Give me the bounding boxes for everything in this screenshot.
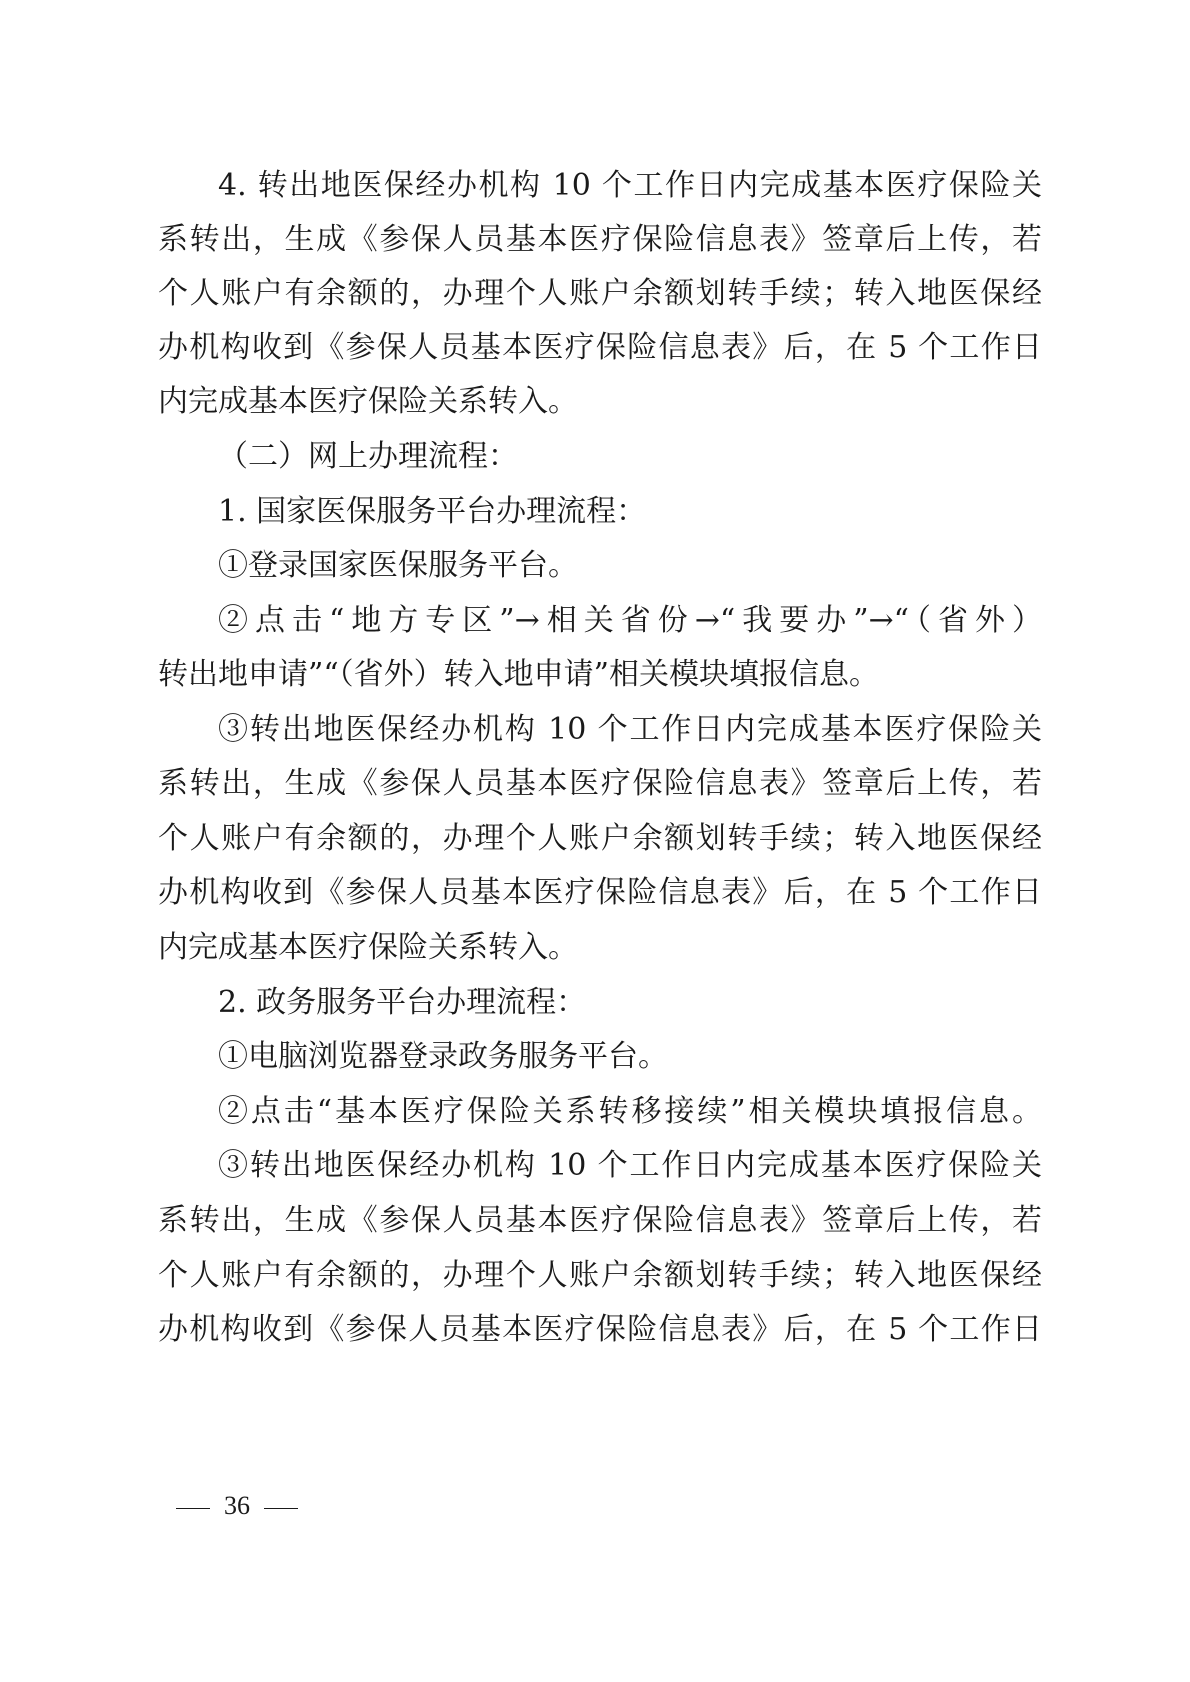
paragraph-line: 系转出，生成《参保人员基本医疗保险信息表》签章后上传，若 <box>158 222 1042 257</box>
paragraph-line: 4. 转出地医保经办机构 10 个工作日内完成基本医疗保险关 <box>218 168 1042 203</box>
paragraph-line: 内完成基本医疗保险关系转入。 <box>158 930 578 965</box>
paragraph-line: 个人账户有余额的，办理个人账户余额划转手续；转入地医保经 <box>158 1258 1042 1293</box>
subsection-heading: 2. 政务服务平台办理流程： <box>218 985 587 1020</box>
subsection-heading: 1. 国家医保服务平台办理流程： <box>218 494 647 529</box>
step-item: ①电脑浏览器登录政务服务平台。 <box>218 1039 668 1074</box>
section-heading: （二）网上办理流程： <box>218 439 518 474</box>
dash-left <box>176 1508 210 1509</box>
paragraph-line: 个人账户有余额的，办理个人账户余额划转手续；转入地医保经 <box>158 821 1042 856</box>
step-item: ③转出地医保经办机构 10 个工作日内完成基本医疗保险关 <box>218 712 1042 747</box>
step-item: ③转出地医保经办机构 10 个工作日内完成基本医疗保险关 <box>218 1148 1042 1183</box>
paragraph-line: 系转出，生成《参保人员基本医疗保险信息表》签章后上传，若 <box>158 1203 1042 1238</box>
paragraph-line: 转出地申请”“（省外）转入地申请”相关模块填报信息。 <box>158 657 880 692</box>
paragraph-line: 内完成基本医疗保险关系转入。 <box>158 384 578 419</box>
step-item: ①登录国家医保服务平台。 <box>218 548 578 583</box>
paragraph-line: 办机构收到《参保人员基本医疗保险信息表》后，在 5 个工作日 <box>158 1312 1042 1347</box>
page-number-value: 36 <box>224 1491 250 1520</box>
paragraph-line: 办机构收到《参保人员基本医疗保险信息表》后，在 5 个工作日 <box>158 330 1042 365</box>
step-item: ②点击“地方专区”→相关省份→“我要办”→“（省外） <box>218 603 1042 638</box>
step-item: ②点击“基本医疗保险关系转移接续”相关模块填报信息。 <box>218 1094 1042 1129</box>
paragraph-line: 办机构收到《参保人员基本医疗保险信息表》后，在 5 个工作日 <box>158 875 1042 910</box>
paragraph-line: 个人账户有余额的，办理个人账户余额划转手续；转入地医保经 <box>158 276 1042 311</box>
page-number <box>176 1490 298 1522</box>
dash-right <box>264 1508 298 1509</box>
paragraph-line: 系转出，生成《参保人员基本医疗保险信息表》签章后上传，若 <box>158 766 1042 801</box>
